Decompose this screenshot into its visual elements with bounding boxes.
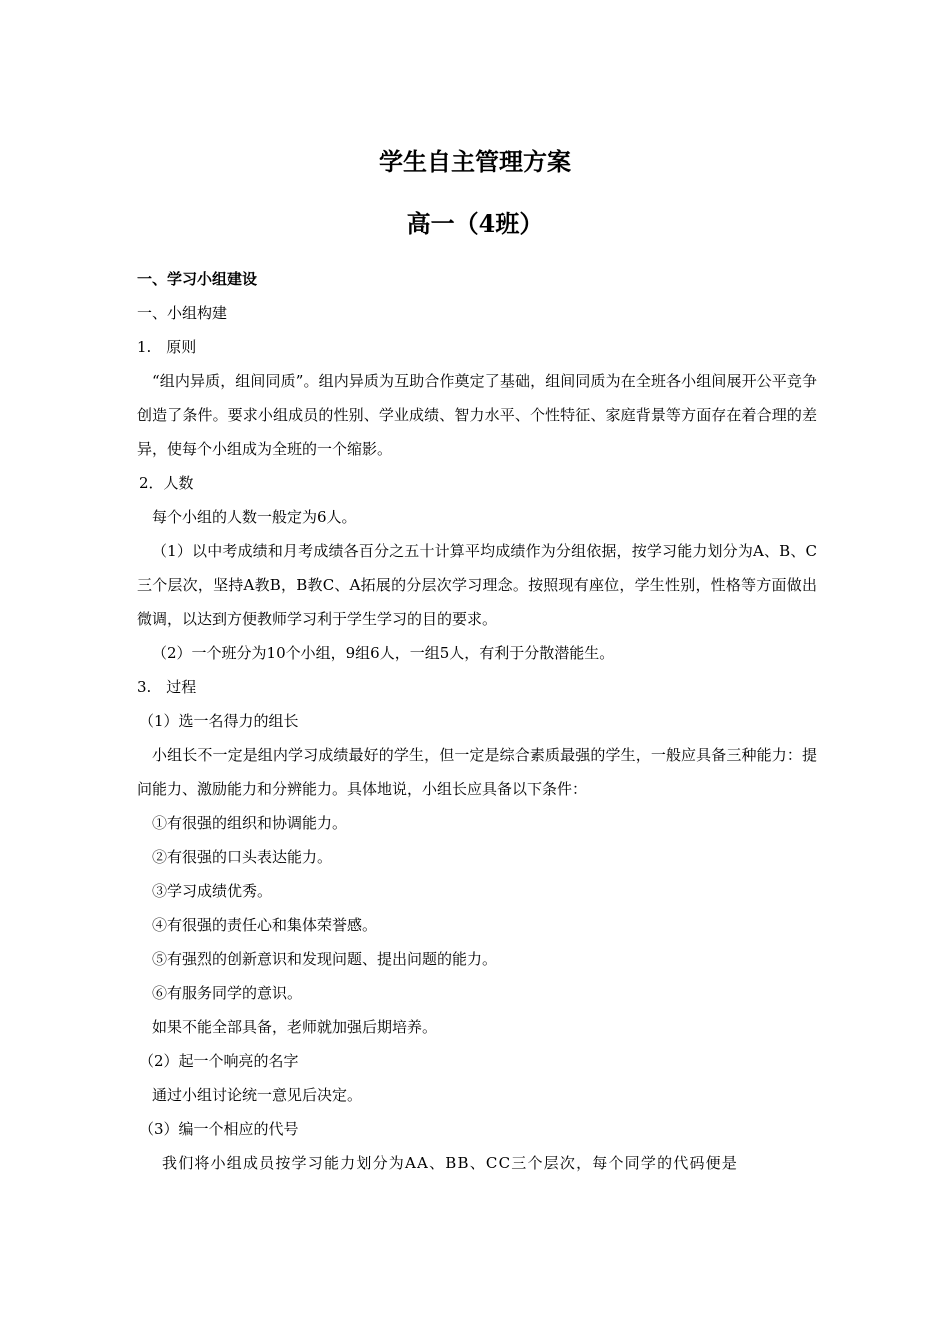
document-title: 学生自主管理方案 (379, 147, 571, 176)
item3-subheading-3: （3）编一个相应的代号 (139, 1120, 299, 1138)
condition-item: ④有很强的责任心和集体荣誉感。 (152, 916, 378, 934)
conditions-note: 如果不能全部具备，老师就加强后期培养。 (152, 1018, 438, 1036)
condition-item: ⑥有服务同学的意识。 (152, 984, 303, 1002)
item2-paragraph-2: （1）以中考成绩和月考成绩各百分之五十计算平均成绩作为分组依据，按学习能力划分为A、B、C三个层次，坚持A教B，B教C、A拓展的分层次学习理念。按照现有座位，学生性别，性格等方面做出微调，以达到方便教师学习利于学生学习的目的要求。 (137, 542, 817, 628)
item1-paragraph: “组内异质，组间同质”。组内异质为互助合作奠定了基础，组间同质为在全班各小组间展开公平竞争创造了条件。要求小组成员的性别、学业成绩、智力水平、个性特征、家庭背景等方面存在着合理的差异，使每个小组成为全班的一个缩影。 (137, 372, 817, 458)
item3-subheading-1: （1）选一名得力的组长 (139, 712, 299, 730)
item3-paragraph-3: 我们将小组成员按学习能力划分为AA、BB、CC三个层次，每个同学的代码便是 (162, 1154, 739, 1172)
section-heading: 一、学习小组建设 (137, 270, 258, 288)
item1-heading: 1. 原则 (137, 338, 197, 356)
condition-item: ①有很强的组织和协调能力。 (152, 814, 348, 832)
item2-heading: 2．人数 (139, 474, 194, 492)
document-subtitle: 高一（4班） (406, 209, 544, 238)
item3-paragraph-2: 通过小组讨论统一意见后决定。 (152, 1086, 363, 1104)
condition-item: ③学习成绩优秀。 (152, 882, 273, 900)
item2-paragraph-3: （2）一个班分为10个小组，9组6人，一组5人，有利于分散潜能生。 (152, 644, 615, 662)
item3-heading: 3. 过程 (137, 678, 197, 696)
item3-subheading-2: （2）起一个响亮的名字 (139, 1052, 299, 1070)
sub-heading: 一、小组构建 (137, 304, 228, 322)
item2-paragraph-1: 每个小组的人数一般定为6人。 (152, 508, 357, 526)
document-body (137, 262, 817, 1180)
condition-item: ⑤有强烈的创新意识和发现问题、提出问题的能力。 (152, 950, 498, 968)
item3-paragraph-1: 小组长不一定是组内学习成绩最好的学生，但一定是综合素质最强的学生，一般应具备三种能力：提问能力、激励能力和分辨能力。具体地说，小组长应具备以下条件： (137, 746, 817, 798)
condition-item: ②有很强的口头表达能力。 (152, 848, 333, 866)
